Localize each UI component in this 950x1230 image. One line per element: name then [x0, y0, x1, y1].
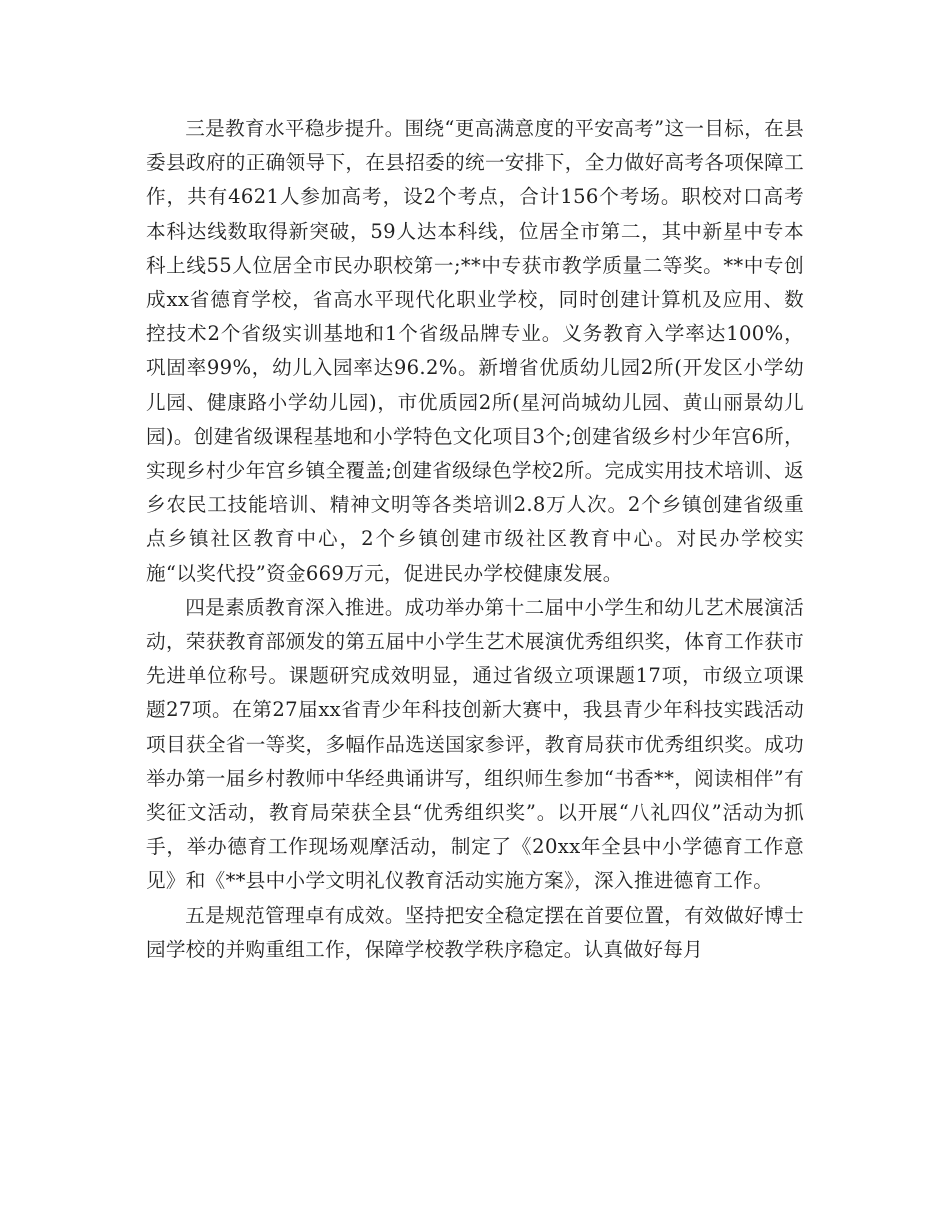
paragraph-quality-education: 四是素质教育深入推进。成功举办第十二届中小学生和幼儿艺术展演活动，荣获教育部颁发的第五届中小学生艺术展演优秀组织奖，体育工作获市先进单位称号。课题研究成效明显，通过省级立项课题17项，市级立项课题27项。在第27届xx省青少年科技创新大赛中，我县青少年科技实践活动项目获全省一等奖，多幅作品选送国家参评，教育局获市优秀组织奖。成功举办第一届乡村教师中华经典诵讲写，组织师生参加“书香**，阅读相伴”有奖征文活动，教育局荣获全县“优秀组织奖”。以开展“八礼四仪”活动为抓手，举办德育工作现场观摩活动，制定了《20xx年全县中小学德育工作意见》和《**县中小学文明礼仪教育活动实施方案》，深入推进德育工作。 [146, 595, 804, 893]
document-body [146, 112, 804, 967]
paragraph-standard-management: 五是规范管理卓有成效。坚持把安全稳定摆在首要位置，有效做好博士园学校的并购重组工作，保障学校教学秩序稳定。认真做好每月 [146, 903, 804, 961]
paragraph-education-level: 三是教育水平稳步提升。围绕“更高满意度的平安高考”这一目标，在县委县政府的正确领导下，在县招委的统一安排下，全力做好高考各项保障工作，共有4621人参加高考，设2个考点，合计156个考场。职校对口高考本科达线数取得新突破，59人达本科线，位居全市第二，其中新星中专本科上线55人位居全市民办职校第一;**中专获市教学质量二等奖。**中专创成xx省德育学校，省高水平现代化职业学校，同时创建计算机及应用、数控技术2个省级实训基地和1个省级品牌专业。义务教育入学率达100%，巩固率99%，幼儿入园率达96.2%。新增省优质幼儿园2所(开发区小学幼儿园、健康路小学幼儿园)，市优质园2所(星河尚城幼儿园、黄山丽景幼儿园)。创建省级课程基地和小学特色文化项目3个;创建省级乡村少年宫6所，实现乡村少年宫乡镇全覆盖;创建省级绿色学校2所。完成实用技术培训、返乡农民工技能培训、精神文明等各类培训2.8万人次。2个乡镇创建省级重点乡镇社区教育中心，2个乡镇创建市级社区教育中心。对民办学校实施“以奖代投”资金669万元，促进民办学校健康发展。 [146, 117, 804, 585]
